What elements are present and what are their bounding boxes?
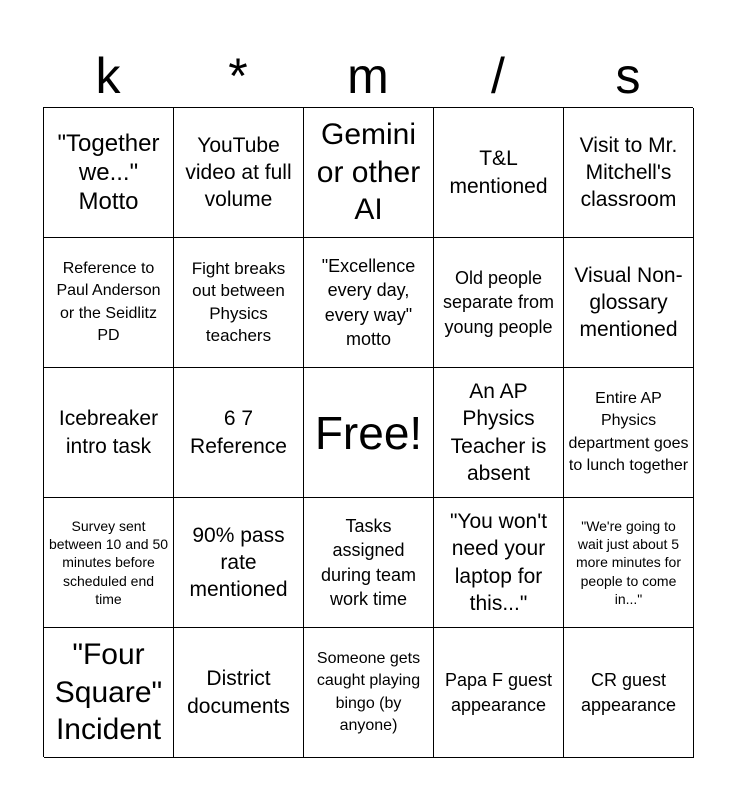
bingo-cell-r5-c1[interactable]	[44, 628, 174, 758]
bingo-cell-r3-c1[interactable]	[44, 368, 174, 498]
bingo-board	[43, 107, 693, 757]
header-letter-5: s	[615, 48, 641, 104]
bingo-cell-text: 6 7 Reference	[190, 407, 287, 458]
bingo-cell-r1-c5[interactable]	[564, 108, 694, 238]
bingo-cell-text: Visit to Mr. Mitchell's classroom	[579, 133, 678, 212]
bingo-cell-r1-c2[interactable]	[174, 108, 304, 238]
bingo-cell-text: "Four Square" Incident	[54, 638, 163, 747]
bingo-cell-text: Survey sent between 10 and 50 minutes before scheduled end time	[48, 518, 169, 607]
bingo-cell-r2-c3[interactable]	[304, 238, 434, 368]
bingo-cell-r4-c2[interactable]	[174, 498, 304, 628]
bingo-cell-text: Someone gets caught playing bingo (by anyone)	[316, 649, 421, 734]
bingo-cell-r3-c2[interactable]	[174, 368, 304, 498]
bingo-header	[43, 45, 693, 107]
bingo-cell-text: An AP Physics Teacher is absent	[450, 379, 547, 485]
bingo-cell-text: Reference to Paul Anderson or the Seidlitz PD	[56, 259, 161, 344]
bingo-cell-r2-c2[interactable]	[174, 238, 304, 368]
bingo-cell-r3-c4[interactable]	[434, 368, 564, 498]
header-letter-2: *	[228, 48, 248, 104]
bingo-cell-text: District documents	[187, 667, 290, 718]
bingo-cell-text: Gemini or other AI	[316, 118, 421, 227]
bingo-cell-text: Papa F guest appearance	[444, 670, 553, 715]
bingo-cell-text: YouTube video at full volume	[185, 133, 292, 212]
bingo-cell-r4-c1[interactable]	[44, 498, 174, 628]
bingo-cell-r1-c1[interactable]	[44, 108, 174, 238]
bingo-cell-text: Entire AP Physics department goes to lunch together	[568, 389, 689, 474]
bingo-cell-r1-c3[interactable]	[304, 108, 434, 238]
bingo-cell-r5-c5[interactable]	[564, 628, 694, 758]
bingo-cell-r4-c5[interactable]	[564, 498, 694, 628]
bingo-cell-text: T&L mentioned	[449, 147, 548, 198]
bingo-cell-r1-c4[interactable]	[434, 108, 564, 238]
bingo-cell-r5-c2[interactable]	[174, 628, 304, 758]
bingo-cell-r5-c4[interactable]	[434, 628, 564, 758]
bingo-cell-r2-c5[interactable]	[564, 238, 694, 368]
bingo-cell-r2-c1[interactable]	[44, 238, 174, 368]
bingo-cell-text: CR guest appearance	[580, 670, 677, 715]
bingo-cell-text: "Together we..." Motto	[57, 129, 160, 216]
bingo-cell-free[interactable]	[304, 368, 434, 498]
bingo-cell-text: Icebreaker intro task	[58, 407, 159, 458]
bingo-cell-r2-c4[interactable]	[434, 238, 564, 368]
header-letter-3: m	[347, 48, 389, 104]
bingo-cell-text: Old people separate from young people	[442, 268, 555, 337]
bingo-cell-text: Visual Non-glossary mentioned	[574, 263, 683, 342]
bingo-cell-r3-c5[interactable]	[564, 368, 694, 498]
header-letter-4: /	[491, 48, 505, 104]
bingo-cell-text: "You won't need your laptop for this..."	[449, 509, 548, 615]
bingo-cell-text: Free!	[314, 406, 423, 459]
bingo-cell-text: "Excellence every day, every way" motto	[321, 255, 416, 349]
header-letter-1: k	[95, 48, 121, 104]
bingo-cell-text: Tasks assigned during team work time	[320, 515, 417, 609]
bingo-cell-r4-c4[interactable]	[434, 498, 564, 628]
bingo-cell-text: Fight breaks out between Physics teachers	[191, 259, 286, 345]
bingo-cell-r5-c3[interactable]	[304, 628, 434, 758]
bingo-cell-r4-c3[interactable]	[304, 498, 434, 628]
bingo-cell-text: 90% pass rate mentioned	[189, 523, 288, 602]
bingo-cell-text: "We're going to wait just about 5 more minutes for people to come in..."	[575, 518, 682, 607]
